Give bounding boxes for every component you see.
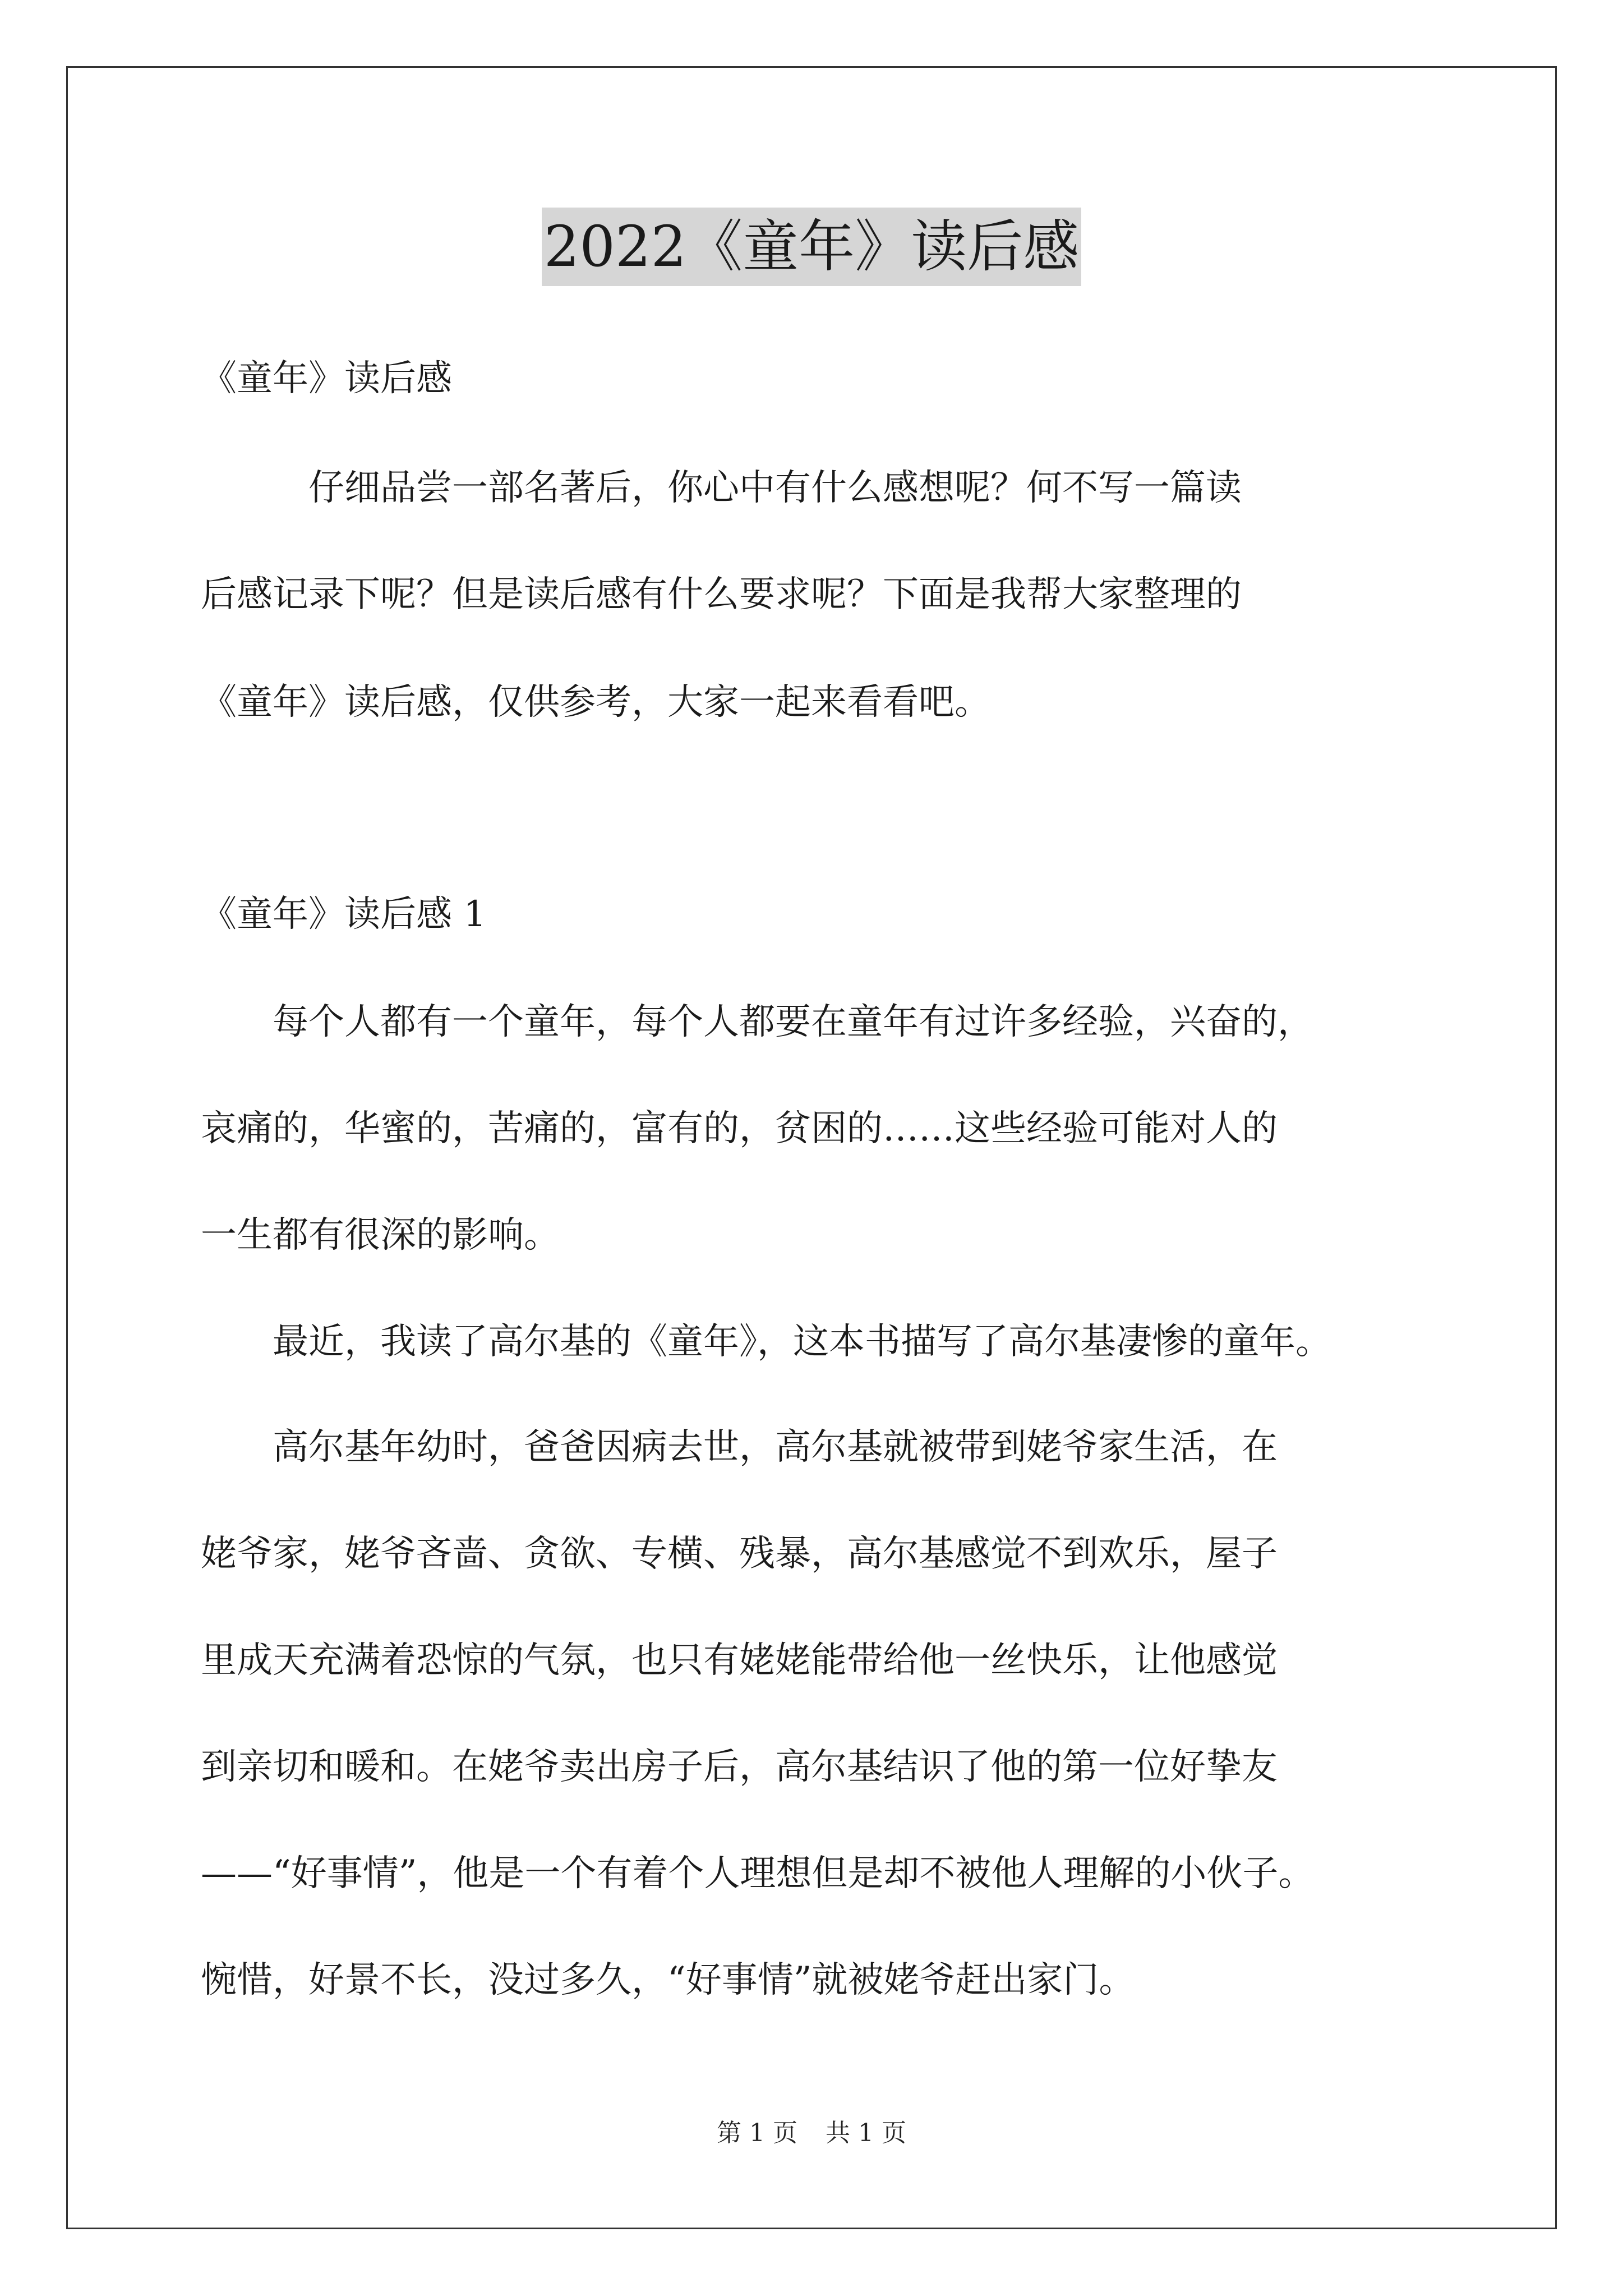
subtitle: 《童年》读后感 [201,358,452,399]
paragraph-line: 惋惜，好景不长，没过多久，“好事情”就被姥爷赶出家门。 [201,1959,1135,2001]
paragraph-line: 哀痛的，华蜜的，苦痛的，富有的，贫困的……这些经验可能对人的 [201,1108,1278,1149]
page-total: 共 1 页 [826,2119,906,2147]
section-heading: 《童年》读后感 1 [201,894,487,935]
paragraph-line: 最近，我读了高尔基的《童年》，这本书描写了高尔基凄惨的童年。 [201,1321,1331,1363]
title-container [0,208,1623,286]
paragraph-line: 里成天充满着恐惊的气氛，也只有姥姥能带给他一丝快乐，让他感觉 [201,1640,1278,1681]
paragraph-line: 后感记录下呢？但是读后感有什么要求呢？下面是我帮大家整理的 [201,574,1242,615]
paragraph-line: 《童年》读后感，仅供参考，大家一起来看看吧。 [201,682,990,723]
paragraph-line: 一生都有很深的影响。 [201,1214,560,1256]
paragraph-line: 仔细品尝一部名著后，你心中有什么感想呢？何不写一篇读 [201,467,1242,509]
paragraph-line: ——“好事情”，他是一个有着个人理想但是却不被他人理解的小伙子。 [201,1853,1315,1894]
paragraph-line: 每个人都有一个童年，每个人都要在童年有过许多经验，兴奋的， [201,1001,1313,1043]
paragraph-line: 高尔基年幼时，爸爸因病去世，高尔基就被带到姥爷家生活，在 [201,1427,1278,1468]
page-number: 第 1 页 [717,2119,797,2147]
paragraph-line: 到亲切和暖和。在姥爷卖出房子后，高尔基结识了他的第一位好挚友 [201,1746,1278,1788]
document-title: 2022《童年》读后感 [542,208,1082,286]
paragraph-line: 姥爷家，姥爷吝啬、贪欲、专横、残暴，高尔基感觉不到欢乐，屋子 [201,1533,1278,1575]
page-footer [0,2116,1623,2150]
